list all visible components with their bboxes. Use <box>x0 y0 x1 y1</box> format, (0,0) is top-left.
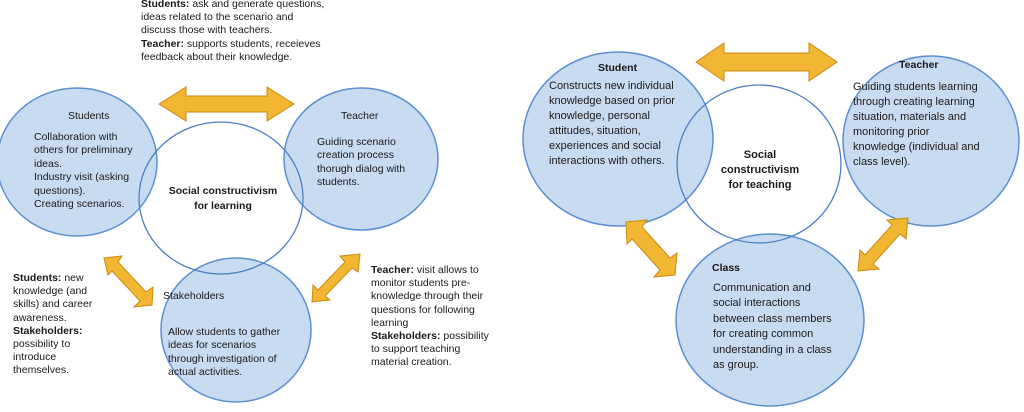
teacher-line: thorugh dialog with <box>317 162 406 175</box>
left-note-line: possibility to <box>13 338 71 351</box>
class-line: between class members <box>713 312 832 325</box>
class-line: understanding in a class <box>713 343 832 356</box>
center-title-line: Social constructivism <box>720 149 800 176</box>
teacher-line: monitoring prior <box>853 126 930 138</box>
left-note-line: awareness. <box>13 311 67 324</box>
teacher-stakeholders-arrow <box>312 254 360 302</box>
students-line: Industry visit (asking <box>34 171 130 184</box>
teacher-line: students. <box>317 176 360 189</box>
students-title: Students <box>68 110 110 122</box>
stakeholders-title: Stakeholders <box>163 290 225 302</box>
student-line: knowledge, personal <box>549 110 650 122</box>
class-line: Communication and <box>713 282 811 294</box>
left-note-line: introduce <box>13 351 57 364</box>
top-note-line: discuss those with teachers. <box>141 24 273 37</box>
left-note-line: knowledge (and <box>13 285 88 298</box>
student-line: Constructs new individual <box>549 80 674 92</box>
students-stakeholders-arrow <box>104 256 153 307</box>
top-note-teacher-label: Teacher: <box>141 37 184 50</box>
right-note-line: questions for following <box>371 303 475 316</box>
left-note-students-label: Students: <box>13 272 62 284</box>
right-note-line: learning <box>371 316 409 329</box>
class-line: for creating common <box>713 328 814 341</box>
teacher-title-right: Teacher <box>899 59 939 71</box>
students-line: Creating scenarios. <box>34 198 125 211</box>
left-note-line: skills) and career <box>13 298 93 311</box>
class-title: Class <box>712 262 741 274</box>
class-line: as group. <box>713 359 759 372</box>
teacher-text-right <box>853 80 980 170</box>
center-title-learning <box>168 184 278 214</box>
stakeholders-line: actual activities. <box>168 366 243 379</box>
teacher-line: creation process <box>317 149 395 162</box>
teacher-line: situation, materials and <box>853 111 967 123</box>
top-note-line: feedback about their knowledge. <box>141 50 293 63</box>
stakeholders-line: ideas for scenarios <box>168 339 257 352</box>
right-note <box>371 264 489 370</box>
student-class-arrow <box>626 220 677 277</box>
teacher-line: through creating learning <box>853 96 975 108</box>
center-title-line: for learning <box>194 200 252 212</box>
teacher-line: knowledge (individual and <box>853 141 980 153</box>
students-text <box>34 131 133 211</box>
teacher-line: Guiding students learning <box>853 81 978 93</box>
student-line: attitudes, situation, <box>549 125 641 137</box>
right-note-line: monitor students pre- <box>371 277 471 290</box>
right-note-line: material creation. <box>371 356 452 369</box>
right-note-stakeholders-text: possibility <box>440 330 489 343</box>
right-note-teacher-text: visit allows to <box>414 264 479 276</box>
left-note-students-text: new <box>61 272 84 284</box>
class-line: social interactions <box>713 297 801 310</box>
teacher-class-arrow <box>858 218 908 271</box>
teacher-line: Guiding scenario <box>317 136 396 148</box>
stakeholders-line: through investigation of <box>168 352 277 365</box>
student-title: Student <box>598 62 638 74</box>
class-text <box>713 281 832 373</box>
teacher-text <box>317 136 405 190</box>
student-text <box>549 79 675 169</box>
students-line: Collaboration with <box>34 131 118 143</box>
teacher-title: Teacher <box>341 110 379 122</box>
stakeholders-line: Allow students to gather <box>168 326 281 338</box>
student-line: interactions with others. <box>549 155 665 167</box>
students-line: ideas. <box>34 157 63 170</box>
teacher-line: class level). <box>853 156 911 168</box>
top-note-students-text: ask and generate questions, <box>189 0 325 10</box>
right-note-teacher-label: Teacher: <box>371 264 414 276</box>
center-title-teaching <box>704 148 816 193</box>
left-note <box>13 272 92 378</box>
student-line: experiences and social <box>549 140 661 152</box>
student-line: knowledge based on prior <box>549 95 675 107</box>
top-note-teacher-text: supports students, receieves <box>184 37 321 50</box>
students-line: questions). <box>34 184 86 197</box>
left-note-stakeholders-label: Stakeholders: <box>13 324 83 337</box>
top-note-line: ideas related to the scenario and <box>141 11 294 24</box>
right-note-line: to support teaching <box>371 343 461 356</box>
students-line: others for preliminary <box>34 144 133 157</box>
student-teacher-arrow <box>696 43 837 81</box>
top-note-students-label: Students: <box>141 0 190 10</box>
top-note <box>141 0 324 64</box>
right-note-line: knowledge through their <box>371 290 484 303</box>
center-title-line: Social constructivism <box>168 185 278 197</box>
right-note-stakeholders-label: Stakeholders: <box>371 330 441 343</box>
left-note-line: themselves. <box>13 364 70 377</box>
students-teacher-arrow <box>159 87 294 121</box>
center-title-line: for teaching <box>728 179 792 191</box>
stakeholders-text <box>168 326 280 380</box>
